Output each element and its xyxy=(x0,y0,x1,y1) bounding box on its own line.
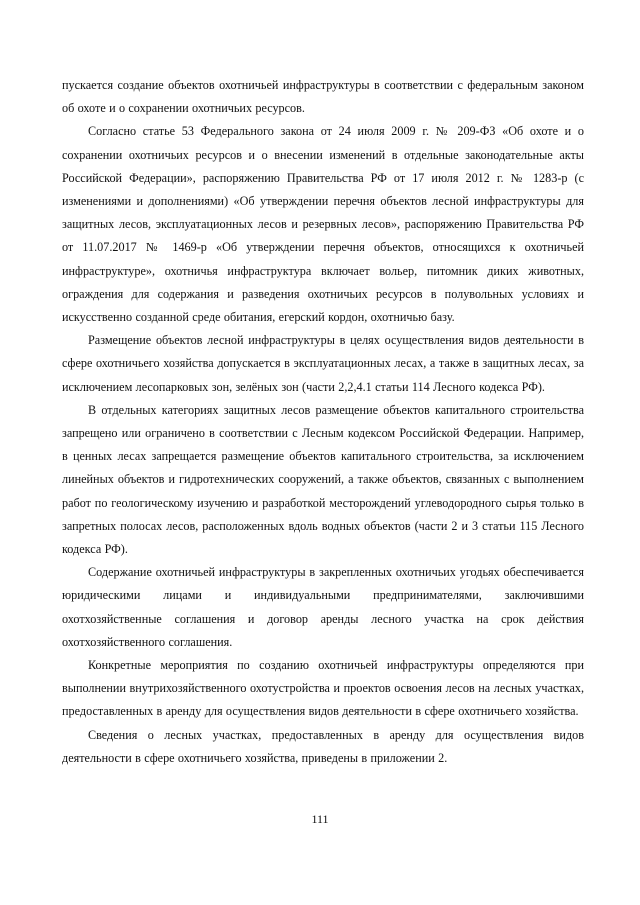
paragraph-forest-infrastructure: Размещение объектов лесной инфраструктуры в целях осуществления видов деятельности в сфере охотничьего хозяйства допускается в эксплуатационных лесах, а также в защитных лесах, за исключением лесопарковых зон, зелёных зон (части 2,2,4.1 статьи 114 Лесного кодекса РФ). xyxy=(62,333,584,394)
paragraph-maintenance: Содержание охотничьей инфраструктуры в закрепленных охотничьих угодьях обеспечивается юридическими лицами и индивидуальными предпринимателями, заключившими охотхозяйственные соглашения и договор аренды лесного участка на срок действия охотхозяйственного соглашения. xyxy=(62,565,584,649)
paragraph-appendix-reference: Сведения о лесных участках, предоставленных в аренду для осуществления видов деятельности в сфере охотничьего хозяйства, приведены в приложении 2. xyxy=(62,727,584,765)
paragraph-protective-forests: В отдельных категориях защитных лесов размещение объектов капитального строительства запрещено или ограничено в соответствии с Лесным кодексом Российской Федерации. Например, в ценных лесах запрещается размещение объектов капитального строительства, за исключением линейных объектов и гидротехнических сооружений, а также объектов, связанных с выполнением работ по геологическому изучению и разработкой месторождений углеводородного сырья только в запретных полосах лесов, расположенных вдоль водных объектов (части 2 и 3 статьи 115 Лесного кодекса РФ). xyxy=(62,402,584,557)
paragraph-measures: Конкретные мероприятия по созданию охотничьей инфраструктуры определяются при выполнении внутрихозяйственного охотустройства и проектов освоения лесов на лесных участках, предоставленных в аренду для осуществления видов деятельности в сфере охотничьего хозяйства. xyxy=(62,658,584,719)
document-body xyxy=(62,74,584,770)
paragraph-continuation: пускается создание объектов охотничьей инфраструктуры в соответствии с федеральным законом об охоте и о сохранении охотничьих ресурсов. xyxy=(62,78,584,116)
page-number: 111 xyxy=(311,812,329,826)
paragraph-article-53: Согласно статье 53 Федерального закона от 24 июля 2009 г. № 209-ФЗ «Об охоте и о сохранении охотничьих ресурсов и о внесении изменений в отдельные законодательные акты Российской Федерации», распоряжению Правительства РФ от 17 июля 2012 г. № 1283-р (с изменениями и дополнениями) «Об утверждении перечня объектов лесной инфраструктуры для защитных лесов, эксплуатационных лесов и резервных лесов», распоряжению Правительства РФ от 11.07.2017 № 1469-р «Об утверждении перечня объектов, относящихся к охотничьей инфраструктуре», охотничья инфраструктура включает вольер, питомник диких животных, ограждения для содержания и разведения охотничьих ресурсов в полувольных условиях и искусственно созданной среде обитания, егерский кордон, охотничью базу. xyxy=(62,124,584,325)
